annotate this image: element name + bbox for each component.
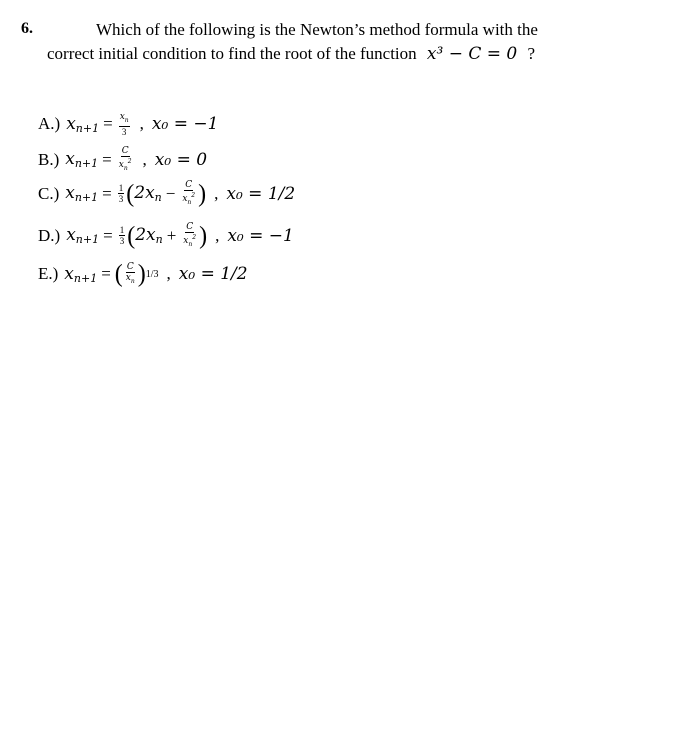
question-line-2 xyxy=(47,44,535,64)
option-c[interactable]: C.) xn+1 = $\frac{1}{3}$ ( 2xn − $\frac{C}{x_n^2}$ ) , x₀ = 1/2 xyxy=(38,180,296,208)
fraction: $\frac{C}{x_n^2}$ xyxy=(182,180,196,206)
option-a-init: x₀ = −1 xyxy=(151,114,219,135)
option-b[interactable]: B.) xn+1 = $\frac{C}{x_n^2}$ , x₀ = 0 xyxy=(38,146,208,172)
option-a[interactable]: A.) xn+1 = $\frac{x_n}{3}$ , x₀ = −1 xyxy=(38,112,219,137)
question-line-1: Which of the following is the Newton’s method formula with the xyxy=(96,20,538,39)
question-line-2-text: correct initial condition to find the root of the function xyxy=(47,44,417,63)
option-d[interactable]: D.) xn+1 = $\frac{1}{3}$ ( 2xn + $\frac{C}{x_n^2}$ ) , x₀ = −1 xyxy=(38,222,294,250)
fraction: $\frac{C}{x_n^2}$ xyxy=(183,222,197,248)
option-e-label: E.) xyxy=(38,264,59,284)
option-e[interactable]: E.) xn+1 = ( C $x_n$ ) 1/3 , x₀ = 1/2 xyxy=(38,260,248,289)
option-e-init: x₀ = 1/2 xyxy=(178,264,248,285)
fraction: $\frac{1}{3}$ xyxy=(119,225,125,247)
fraction: C $x_n$ xyxy=(125,262,135,285)
fraction: $\frac{C}{x_n^2}$ xyxy=(118,146,132,172)
option-c-label: C.) xyxy=(38,183,60,203)
option-b-label: B.) xyxy=(38,149,60,169)
question-number: 6. xyxy=(21,20,33,37)
option-c-init: x₀ = 1/2 xyxy=(226,183,296,204)
question-equation: x³ − C = 0 xyxy=(426,44,518,64)
fraction: $\frac{1}{3}$ xyxy=(118,183,124,205)
option-a-label: A.) xyxy=(38,114,61,134)
option-d-label: D.) xyxy=(38,225,61,245)
option-d-init: x₀ = −1 xyxy=(227,225,294,246)
fraction: $\frac{x_n}{3}$ xyxy=(119,112,129,137)
option-b-init: x₀ = 0 xyxy=(154,149,208,170)
question-mark: ? xyxy=(527,44,536,63)
